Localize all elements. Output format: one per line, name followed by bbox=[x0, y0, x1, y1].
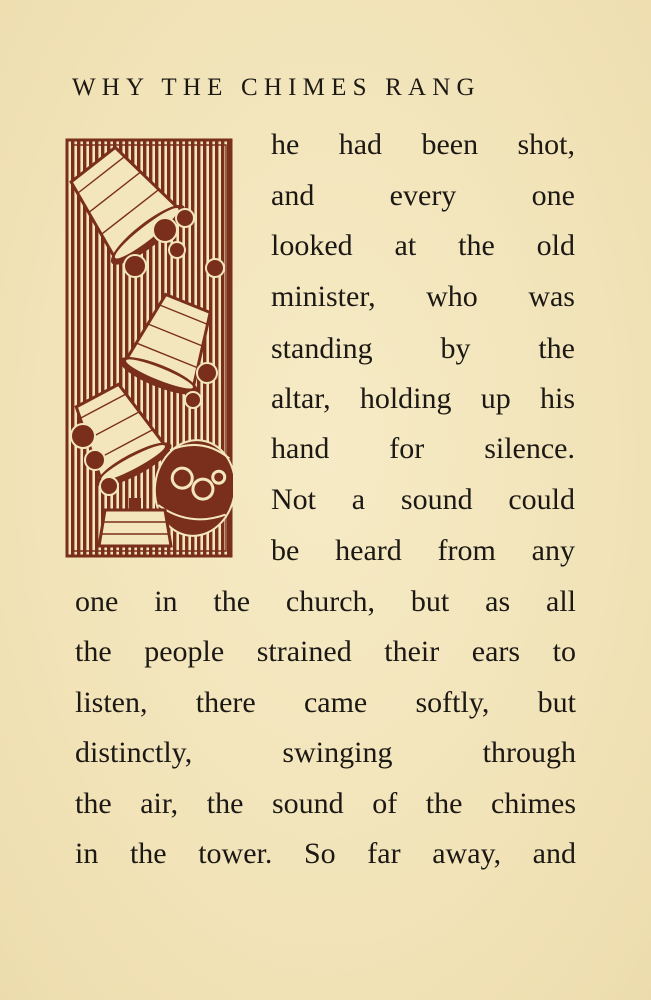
text-line: altar, holding up his bbox=[271, 382, 575, 415]
text-line: and every one bbox=[271, 179, 575, 212]
text-line: the air, the sound of the chimes bbox=[75, 787, 576, 820]
bells-icon bbox=[65, 138, 233, 558]
text-line: in the tower. So far away, and bbox=[75, 837, 576, 870]
text-line: Not a sound could bbox=[271, 483, 575, 516]
text-line: the people strained their ears to bbox=[75, 635, 576, 668]
text-line: one in the church, but as all bbox=[75, 585, 576, 618]
running-head: WHY THE CHIMES RANG bbox=[72, 74, 481, 101]
text-line: distinctly, swinging through bbox=[75, 736, 576, 769]
text-line: listen, there came softly, but bbox=[75, 686, 576, 719]
text-line: be heard from any bbox=[271, 534, 575, 567]
text-line: standing by the bbox=[271, 332, 575, 365]
text-line: minister, who was bbox=[271, 280, 575, 313]
text-line: hand for silence. bbox=[271, 432, 575, 465]
text-line: looked at the old bbox=[271, 229, 575, 262]
text-line: he had been shot, bbox=[271, 128, 575, 161]
